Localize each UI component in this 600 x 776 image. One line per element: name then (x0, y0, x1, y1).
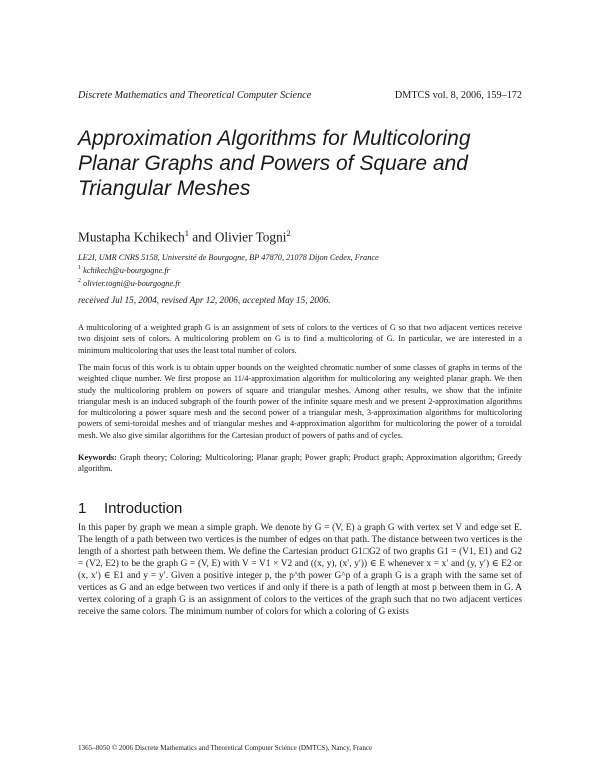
body-paragraph: In this paper by graph we mean a simple graph. We denote by G = (V, E) a graph G with vertex set V and edge set E. The length of a path between two vertices is the number of edges on that path. The distance between two vertices is the length of a shortest path between them. We define the Cartesian product G1□G2 of two graphs G1 = (V1, E1) and G2 = (V2, E2) to be the graph G = (V, E) with V = V1 × V2 and ((x, y), (x′, y′)) ∈ E whenever x = x′ and (y, y′) ∈ E2 or (x, x′) ∈ E1 and y = y′. Given a positive integer p, the p^th power G^p of a graph G is a graph with the same set of vertices as G and an edge between two vertices if and only if there is a path of length at most p between them in G. A vertex coloring of a graph G is an assignment of colors to the vertices of the graph such that no two adjacent vertices receive the same colors. The minimum number of colors for which a coloring of G exists (78, 523, 522, 618)
affiliation: LE2I, UMR CNRS 5158, Université de Bourgogne, BP 47870, 21078 Dijon Cedex, France (78, 253, 379, 262)
author-name: Olivier Togni (214, 229, 287, 245)
author-separator: and (188, 229, 215, 245)
section-number: 1 (78, 500, 87, 517)
volume-info: DMTCS vol. 8, 2006, 159–172 (394, 90, 522, 101)
title-line-1: Approximation Algorithms for Multicoloring (78, 127, 471, 150)
keywords-text: Graph theory; Coloring; Multicoloring; Planar graph; Power graph; Product graph; Approximation algorithm; Greedy algorithm. (78, 453, 522, 474)
author-footnote-mark: 1 (184, 228, 189, 238)
author-list (78, 228, 291, 245)
title-line-2: Planar Graphs and Powers of Square and (78, 152, 468, 175)
introduction-body (78, 522, 522, 618)
email-footnote-mark: 2 (78, 277, 81, 284)
abstract-paragraph-1 (78, 322, 522, 356)
section-heading (78, 500, 182, 517)
received-dates: received Jul 15, 2004, revised Apr 12, 2006, accepted May 15, 2006. (78, 295, 331, 305)
paper-title (78, 126, 522, 201)
author-footnote-mark: 2 (286, 228, 291, 238)
email-address: kchikech@u-bourgogne.fr (83, 265, 170, 275)
email-address: olivier.togni@u-bourgogne.fr (83, 278, 181, 288)
author-name: Mustapha Kchikech (78, 229, 185, 245)
journal-name: Discrete Mathematics and Theoretical Computer Science (78, 90, 312, 101)
keywords-block (78, 452, 522, 475)
keywords-label: Keywords: (78, 453, 117, 462)
email-footnote-mark: 1 (78, 265, 81, 271)
affiliation-block (78, 252, 522, 289)
copyright-footer: 1365–8050 © 2006 Discrete Mathematics and Theoretical Computer Science (DMTCS), Nancy, France (78, 744, 373, 752)
abstract-text: The main focus of this work is to obtain upper bounds on the weighted chromatic number of some classes of graphs in terms of the weighted clique number. We first propose an 11/4-approximation algorithm for multicoloring any weighted planar graph. We then study the multicoloring problem on powers of square and triangular meshes. Among other results, we show that the infinite triangular mesh is an induced subgraph of the fourth power of the infinite square mesh and we present 2-approximation algorithms for multicoloring a power square mesh and the second power of a triangular mesh, 3-approximation algorithms for multicoloring powers of semi-toroidal meshes and of triangular meshes and 4-approximation algorithm for multicoloring the power of a toroidal mesh. We also give similar algorithms for the Cartesian product of powers of paths and of cycles. (78, 363, 522, 440)
abstract-paragraph-2 (78, 362, 522, 441)
abstract-text: A multicoloring of a weighted graph G is an assignment of sets of colors to the vertices of G so that two adjacent vertices receive two disjoint sets of colors. A multicoloring problem on G is to find a multicoloring of G. In particular, we are interested in a minimum multicoloring that uses the least total number of colors. (78, 323, 522, 355)
title-line-3: Triangular Meshes (78, 177, 251, 200)
section-title: Introduction (104, 500, 183, 517)
